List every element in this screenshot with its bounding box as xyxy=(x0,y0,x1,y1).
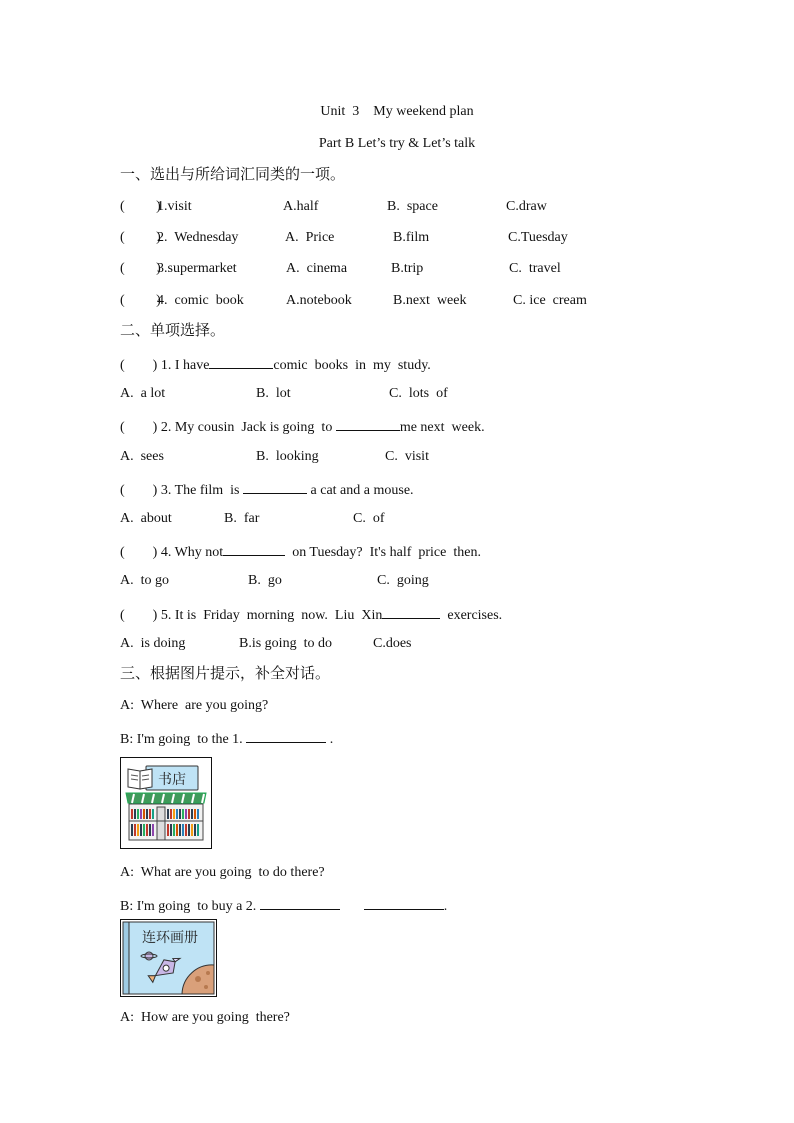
dialogue-line: A: How are you going there? xyxy=(120,1010,290,1025)
answer-blank[interactable] xyxy=(246,729,326,743)
question-stem xyxy=(120,542,481,561)
answer-paren: ( ) xyxy=(120,483,158,498)
option-c: C. visit xyxy=(385,449,429,464)
dialogue-line xyxy=(120,896,447,915)
option-b: B. lot xyxy=(256,386,291,401)
dialogue-text: B: I'm going to the 1. xyxy=(120,732,247,747)
answer-paren: ( ) xyxy=(120,545,158,560)
option-a: A.half xyxy=(283,199,319,214)
stem-pre: 5. It is Friday morning now. Liu Xin xyxy=(160,608,383,623)
answer-blank[interactable] xyxy=(223,542,285,556)
question-word: 2. Wednesday xyxy=(157,230,239,245)
option-c: C. going xyxy=(377,573,429,588)
option-b: B.next week xyxy=(393,293,467,308)
option-a: A. cinema xyxy=(286,261,348,276)
option-b: B. looking xyxy=(256,449,319,464)
option-c: C. ice cream xyxy=(513,293,587,308)
option-b: B.is going to do xyxy=(239,636,332,651)
stem-pre: 4. Why not xyxy=(160,545,224,560)
stem-post: exercises. xyxy=(440,608,503,623)
bookstore-sign-text: 书店 xyxy=(158,772,186,788)
option-b: B. space xyxy=(387,199,438,214)
answer-paren: ( ) xyxy=(120,608,158,623)
option-a: A. Price xyxy=(285,230,335,245)
option-b: B. far xyxy=(224,511,260,526)
option-c: C. of xyxy=(353,511,385,526)
stem-post: a cat and a mouse. xyxy=(307,483,414,498)
question-word: 3.supermarket xyxy=(157,261,237,276)
question-stem xyxy=(120,480,414,499)
answer-paren: ( ) xyxy=(120,261,161,276)
section3-heading: 三、根据图片提示，补全对话。 xyxy=(120,664,331,682)
question-stem xyxy=(120,355,431,374)
option-c: C.Tuesday xyxy=(508,230,568,245)
answer-paren: ( ) xyxy=(120,230,161,245)
answer-paren: ( ) xyxy=(120,420,158,435)
option-c: C.does xyxy=(373,636,412,651)
dialogue-text: B: I'm going to buy a 2. xyxy=(120,899,260,914)
question-stem xyxy=(120,605,502,624)
option-a: A. sees xyxy=(120,449,164,464)
option-b: B.film xyxy=(393,230,430,245)
answer-blank[interactable] xyxy=(382,605,440,619)
question-word: 4. comic book xyxy=(157,293,244,308)
option-c: C.draw xyxy=(506,199,547,214)
option-a: A. to go xyxy=(120,573,169,588)
option-a: A. a lot xyxy=(120,386,166,401)
answer-blank[interactable] xyxy=(209,355,273,369)
comic-cover-title: 连环画册 xyxy=(142,930,198,946)
answer-paren: ( ) xyxy=(120,358,158,373)
section2-heading: 二、单项选择。 xyxy=(120,321,226,339)
answer-blank[interactable] xyxy=(243,480,307,494)
stem-pre: 1. I have xyxy=(160,358,210,373)
stem-post: on Tuesday? It's half price then. xyxy=(285,545,481,560)
dialogue-line xyxy=(120,729,333,748)
page-title: Unit 3 My weekend plan xyxy=(320,104,474,119)
option-a: A. is doing xyxy=(120,636,186,651)
question-stem xyxy=(120,417,485,436)
option-b: B. go xyxy=(248,573,282,588)
answer-paren: ( ) xyxy=(120,199,161,214)
dialogue-line: A: Where are you going? xyxy=(120,698,269,713)
dialogue-text: . xyxy=(443,899,448,914)
stem-post: me next week. xyxy=(399,420,485,435)
option-b: B.trip xyxy=(391,261,424,276)
stem-pre: 3. The film is xyxy=(160,483,244,498)
answer-blank[interactable] xyxy=(336,417,400,431)
page-subtitle: Part B Let’s try & Let’s talk xyxy=(318,136,476,151)
stem-pre: 2. My cousin Jack is going to xyxy=(160,420,336,435)
dialogue-line: A: What are you going to do there? xyxy=(120,865,325,880)
answer-blank[interactable] xyxy=(364,896,444,910)
question-word: 1.visit xyxy=(157,199,192,214)
answer-blank[interactable] xyxy=(260,896,340,910)
answer-paren: ( ) xyxy=(120,293,161,308)
section1-heading: 一、选出与所给词汇同类的一项。 xyxy=(120,165,346,183)
dialogue-text: . xyxy=(326,732,334,747)
stem-post: comic books in my study. xyxy=(273,358,431,373)
option-c: C. lots of xyxy=(389,386,448,401)
bookstore-picture xyxy=(120,757,212,849)
comic-book-picture xyxy=(120,919,217,997)
option-a: A.notebook xyxy=(286,293,352,308)
option-a: A. about xyxy=(120,511,172,526)
option-c: C. travel xyxy=(509,261,561,276)
